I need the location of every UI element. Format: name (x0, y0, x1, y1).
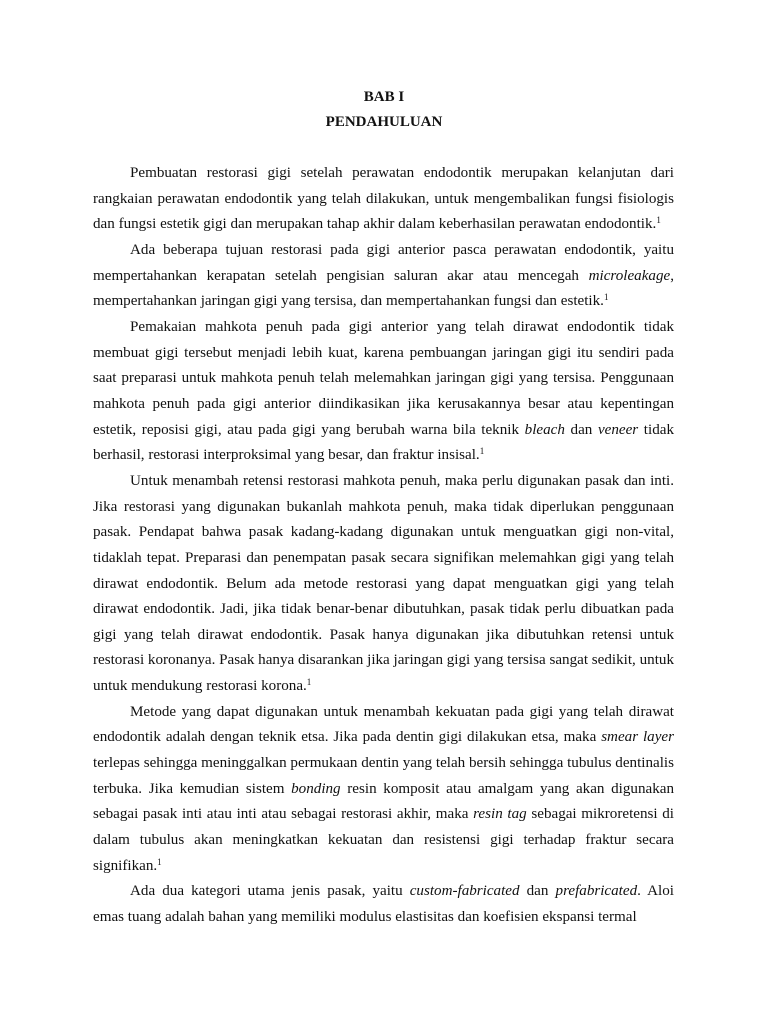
paragraph-text: tidak berhasil, restorasi interproksimal yang besar, dan fraktur insisal. (93, 421, 674, 464)
paragraph-text: Ada dua kategori utama jenis pasak, yaitu (130, 883, 410, 900)
italic-term: custom-fabricated (409, 883, 520, 900)
paragraph-text: resin komposit atau amalgam yang akan digunakan sebagai pasak inti atau inti atau sebagai restorasi akhir, maka (93, 780, 674, 823)
paragraph-text: sebagai mikroretensi di dalam tubulus akan meningkatkan kekuatan dan resistensi gigi terhadap fraktur secara signifikan. (93, 806, 674, 874)
italic-term: prefabricated (555, 883, 638, 900)
body-paragraph (93, 879, 674, 930)
chapter-title: PENDAHULUAN (325, 114, 443, 130)
italic-term: resin tag (473, 806, 527, 823)
body-paragraph (93, 469, 674, 700)
paragraph-text: dan (519, 883, 556, 900)
paragraph-text: Pemakaian mahkota penuh pada gigi anterior yang telah dirawat endodontik tidak membuat gigi tersebut menjadi lebih kuat, karena pembuangan jaringan gigi itu sendiri pada saat preparasi untuk mahkota penuh telah melemahkan jaringan gigi yang tersisa. Penggunaan mahkota penuh pada gigi anterior diindikasikan jika kerusakannya besar atau kepentingan estetik, reposisi gigi, atau pada gigi yang berubah warna bila teknik (93, 318, 674, 438)
paragraph-text: dan (564, 421, 598, 438)
body-paragraph (93, 315, 674, 469)
paragraph-text: Metode yang dapat digunakan untuk menambah kekuatan pada gigi yang telah dirawat endodontik adalah dengan teknik etsa. Jika pada dentin gigi dilakukan etsa, maka (93, 703, 674, 746)
body-paragraph (93, 238, 674, 315)
document-body (93, 161, 674, 931)
paragraph-text: Untuk menambah retensi restorasi mahkota penuh, maka perlu digunakan pasak dan inti. Jika restorasi yang digunakan bukanlah mahkota penuh, maka tidak diperlukan penggunaan pasak. Pendapat bahwa pasak kadang-kadang digunakan untuk menguatkan gigi non-vital, tidaklah tepat. Preparasi dan penempatan pasak secara signifikan melemahkan gigi yang telah dirawat endodontik. Belum ada metode restorasi yang dapat menguatkan gigi yang telah dirawat endodontik. Jadi, jika tidak benar-benar dibutuhkan, pasak tidak perlu dibuatkan pada gigi yang telah dirawat endodontik. Pasak hanya digunakan jika dibutuhkan retensi untuk restorasi koronanya. Pasak hanya disarankan jika jaringan gigi yang tersisa sangat sedikit, untuk untuk mendukung restorasi korona. (93, 472, 674, 695)
footnote-reference: 1 (157, 856, 162, 867)
chapter-number: BAB I (363, 89, 405, 105)
italic-term: smear layer (601, 729, 675, 746)
footnote-reference: 1 (306, 677, 312, 688)
body-paragraph (93, 161, 674, 238)
paragraph-text: . Aloi emas tuang adalah bahan yang memiliki modulus elastisitas dan koefisien ekspansi termal (93, 883, 674, 926)
footnote-reference: 1 (479, 446, 485, 457)
italic-term: veneer (597, 421, 639, 438)
body-paragraph (93, 700, 674, 880)
footnote-reference: 1 (603, 292, 609, 303)
italic-term: bleach (524, 421, 565, 438)
italic-term: bonding (291, 780, 341, 797)
footnote-reference: 1 (656, 215, 661, 226)
paragraph-text: Ada beberapa tujuan restorasi pada gigi anterior pasca perawatan endodontik, yaitu mempertahankan kerapatan setelah pengisian saluran akar atau mencegah (93, 241, 674, 284)
paragraph-text: , mempertahankan jaringan gigi yang tersisa, dan mempertahankan fungsi dan estetik. (93, 267, 674, 310)
paragraph-text: terlepas sehingga meninggalkan permukaan dentin yang telah bersih sehingga tubulus dentinalis terbuka. Jika kemudian sistem (93, 755, 674, 797)
paragraph-text: Pembuatan restorasi gigi setelah perawatan endodontik merupakan kelanjutan dari rangkaian perawatan endodontik yang telah dilakukan, untuk mengembalikan fungsi fisiologis dan fungsi estetik gigi dan merupakan tahap akhir dalam keberhasilan perawatan endodontik. (93, 165, 674, 233)
italic-term: microleakage (588, 267, 671, 284)
